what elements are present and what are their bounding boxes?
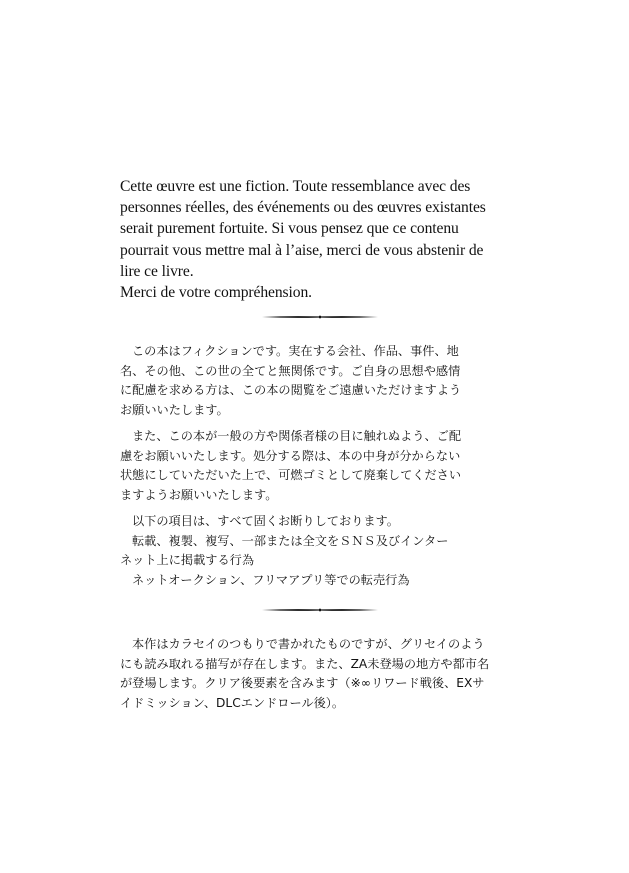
ornament-divider (262, 606, 378, 614)
jp-line: 転載、複製、複写、一部または全文をＳＮＳ及びインター (132, 533, 449, 548)
french-line: pourrait vous mettre mal à l’aise, merci de vous abstenir de (120, 241, 484, 259)
jp-line: ネットオークション、フリマアプリ等での転売行為 (132, 572, 410, 587)
jp-line: が登場します。クリア後要素を含みます（※∞リワード戦後、EXサ (120, 676, 485, 690)
content-notice (120, 635, 520, 713)
jp-line: 慮をお願いいたします。処分する際は、本の中身が分からない (120, 448, 461, 463)
disclaimer-paragraph (120, 342, 520, 420)
jp-line: ネット上に掲載する行為 (120, 553, 255, 567)
jp-line: また、この本が一般の方や関係者様の目に触れぬよう、ご配 (132, 429, 462, 443)
french-disclaimer (120, 176, 530, 303)
disclaimer-paragraph (120, 427, 520, 505)
japanese-disclaimer (120, 342, 520, 587)
jp-line: にも読み取れる描写が存在します。また、ZA未登場の地方や都市名 (120, 656, 490, 671)
french-line: lire ce livre. (120, 262, 194, 280)
french-line: Cette œuvre est une fiction. Toute ressemblance avec des (120, 178, 471, 195)
french-line: personnes réelles, des événements ou des œuvres existantes (120, 199, 486, 217)
jp-line: イドミッション、DLCエンドロール後）。 (120, 695, 345, 710)
jp-line: ますようお願いいたします。 (120, 487, 278, 502)
jp-line: 以下の項目は、すべて固くお断りしております。 (132, 514, 399, 528)
jp-line: 本作はカラセイのつもりで書かれたものですが、グリセイのよう (132, 637, 485, 651)
disclaimer-paragraph (120, 512, 520, 590)
ornament-divider (262, 313, 378, 321)
jp-line: 名、その他、この世の全てと無関係です。ご自身の思想や感情 (120, 363, 461, 378)
jp-line: 状態にしていただいた上で、可燃ゴミとして廃棄してください (120, 468, 462, 482)
jp-line: お願いいたします。 (120, 402, 229, 417)
jp-line: に配慮を求める方は、この本の閲覧をご遠慮いただけますよう (120, 383, 462, 397)
french-line: Merci de votre compréhension. (120, 284, 312, 302)
jp-line: この本はフィクションです。実在する会社、作品、事件、地 (132, 344, 459, 358)
french-line: serait purement fortuite. Si vous pensez que ce contenu (120, 220, 459, 238)
